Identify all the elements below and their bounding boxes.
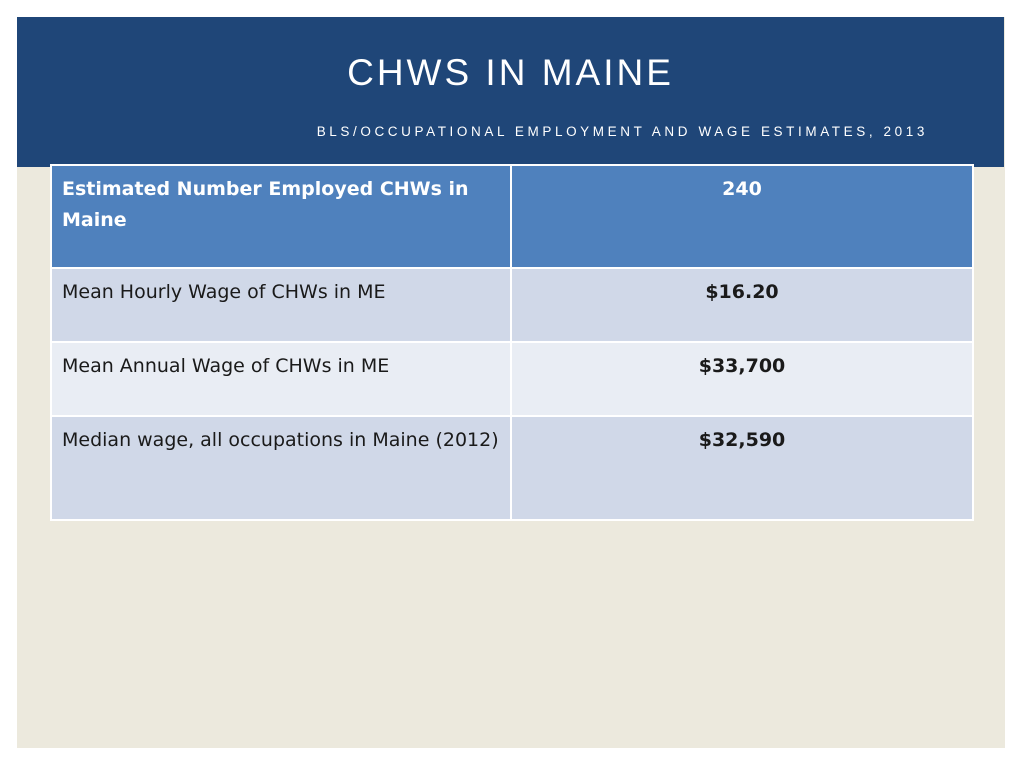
table-cell-label — [51, 342, 511, 416]
row-label: Mean Hourly Wage of CHWs in ME — [62, 281, 386, 303]
table-cell-value — [511, 416, 973, 520]
table-row — [51, 342, 973, 416]
table-row — [51, 268, 973, 342]
table-row — [51, 416, 973, 520]
row-value: $16.20 — [705, 281, 779, 303]
row-label: Median wage, all occupations in Maine (2012) — [62, 429, 499, 451]
row-value: 240 — [722, 178, 762, 200]
table-cell-value — [511, 342, 973, 416]
table-cell-label — [51, 268, 511, 342]
table-cell-value — [511, 165, 973, 268]
table-cell-value — [511, 268, 973, 342]
slide-title: CHWS IN MAINE — [347, 52, 674, 93]
row-value: $33,700 — [698, 355, 786, 377]
row-value: $32,590 — [698, 429, 786, 451]
row-label: Mean Annual Wage of CHWs in ME — [62, 355, 390, 377]
background-strip — [972, 183, 1005, 748]
row-label: Estimated Number Employed CHWs in Maine — [62, 178, 469, 231]
slide-subtitle: BLS/OCCUPATIONAL EMPLOYMENT AND WAGE ESTIMATES, 2013 — [316, 124, 928, 139]
table-cell-label — [51, 416, 511, 520]
table-cell-label — [51, 165, 511, 268]
data-table — [50, 164, 974, 521]
table-row — [51, 165, 973, 268]
